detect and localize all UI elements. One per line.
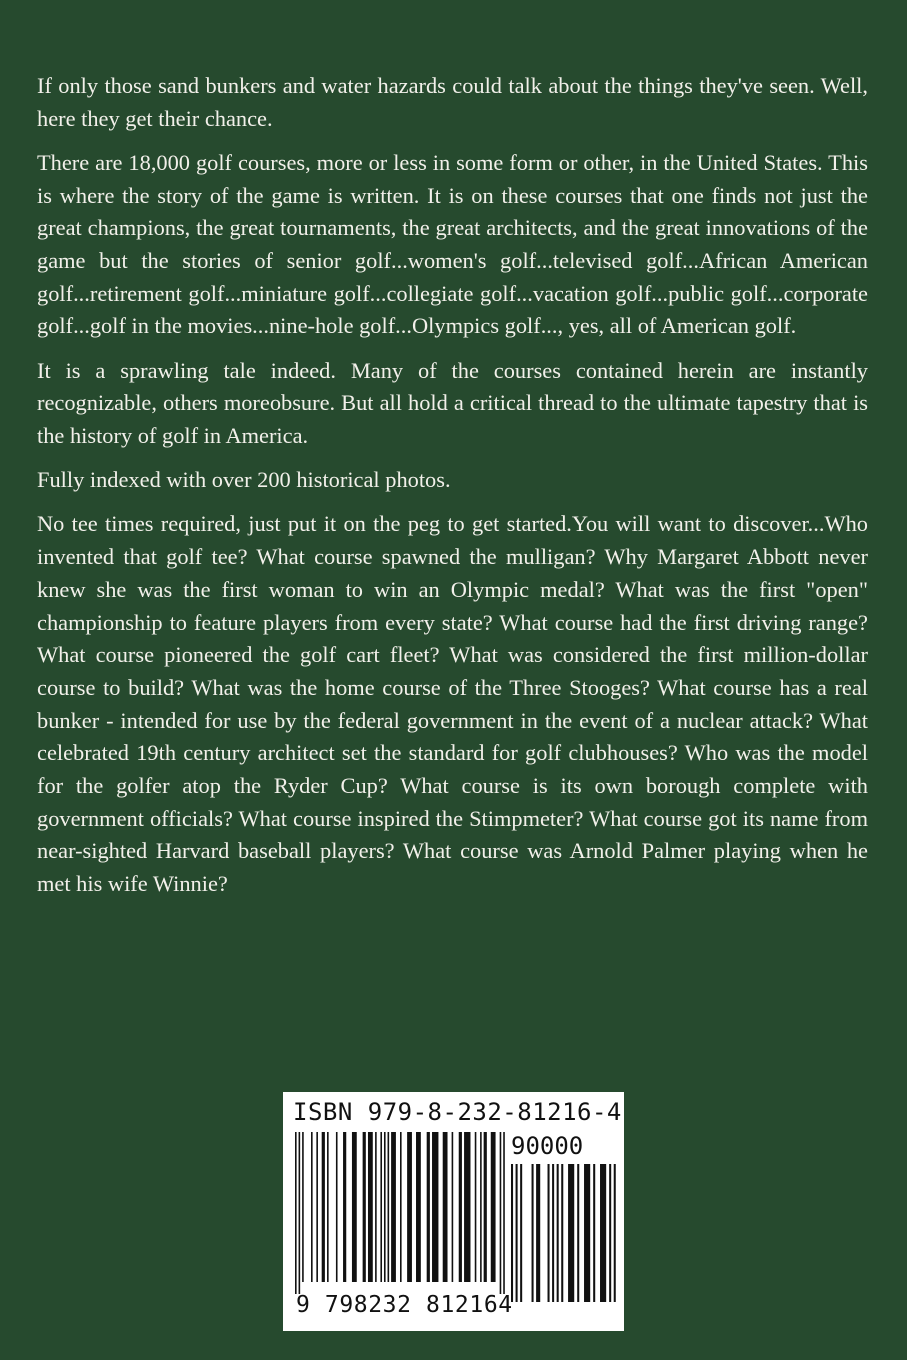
isbn-label: ISBN 979-8-232-81216-4	[293, 1098, 622, 1126]
blurb-paragraph-4: Fully indexed with over 200 historical photos.	[37, 467, 451, 493]
barcode-bar	[443, 1132, 448, 1282]
barcode-bar	[511, 1164, 513, 1302]
blurb-paragraph-5: No tee times required, just put it on the peg to get started.You will want to discover...Who invented that golf tee? What course spawned the mulligan? Why Margaret Abbott never knew she was the first woman to win an Olympic medal? What was the first "open" championship to feature players from every state? What course had the first driving range? What course pioneered the golf cart fleet? What was considered the first million-dollar course to build? What was the home course of the Three Stooges? What course has a real bunker - intended for use by the federal government in the event of a nuclear attack? What celebrated 19th century architect set the standard for golf clubhouses? Who was the model for the golfer atop the Ryder Cup? What course is its own borough complete with government officials? What course inspired the Stimpmeter? What course got its name from near-sighted Harvard baseball players? What course was Arnold Palmer playing when he met his wife Winnie?	[37, 511, 868, 897]
barcode-bar	[464, 1132, 470, 1282]
barcode-bar	[384, 1132, 386, 1282]
isbn-barcode	[283, 1092, 624, 1331]
barcode-bar	[352, 1132, 357, 1282]
barcode-bar	[593, 1164, 595, 1302]
barcode-bar	[548, 1164, 550, 1302]
barcode-bar	[322, 1132, 325, 1282]
barcode-bar	[557, 1164, 559, 1302]
barcode-bar	[380, 1132, 382, 1282]
barcode-bar	[388, 1132, 390, 1282]
barcode-bar	[363, 1132, 366, 1282]
blurb-paragraph-3: It is a sprawling tale indeed. Many of the courses contained herein are instantly recognizable, others moreobsure. But all hold a critical thread to the ultimate tapestry that is the history of golf in America.	[37, 357, 868, 449]
barcode-bar	[311, 1132, 313, 1282]
barcode-bar	[295, 1132, 297, 1294]
barcode-bar	[503, 1132, 505, 1294]
barcode-bar	[609, 1164, 611, 1302]
barcode-bar	[532, 1164, 534, 1302]
addon-barcode-bars	[511, 1164, 616, 1314]
barcode-bar	[400, 1132, 402, 1282]
barcode-bar	[459, 1132, 462, 1282]
barcode-bar	[427, 1132, 430, 1282]
barcode-bar	[600, 1164, 606, 1302]
barcode-bar	[614, 1164, 616, 1302]
barcode-bar	[327, 1132, 329, 1282]
barcode-bar	[480, 1132, 482, 1282]
barcode-bar	[568, 1164, 574, 1302]
barcode-bar	[343, 1132, 346, 1282]
barcode-bar	[302, 1132, 304, 1282]
barcode-bar	[299, 1132, 301, 1294]
barcode-bar	[368, 1132, 373, 1282]
barcode-bar	[577, 1164, 579, 1302]
barcode-bar	[316, 1132, 318, 1282]
barcode-bar	[475, 1132, 477, 1282]
barcode-bar	[416, 1132, 421, 1282]
barcode-bar	[432, 1132, 438, 1282]
barcode-bar	[491, 1132, 496, 1282]
barcode-bar	[520, 1164, 522, 1302]
barcode-bar	[552, 1164, 554, 1302]
blurb-paragraph-1: If only those sand bunkers and water hazards could talk about the things they've seen. Well, here they get their chance.	[37, 73, 868, 131]
price-code: 90000	[511, 1132, 584, 1160]
ean-barcode-bars	[295, 1132, 505, 1294]
ean-digits: 9 798232 812164	[296, 1292, 513, 1318]
blurb-paragraph-2: There are 18,000 golf courses, more or less in some form or other, in the United States. This is where the story of the game is written. It is on these courses that one finds not just the great champions, the great tournaments, the great architects, and the great innovations of the game but the stories of senior golf...women's golf...televised golf...African American golf...retirement golf...miniature golf...collegiate golf...vacation golf...public golf...corporate golf...golf in the movies...nine-hole golf...Olympics golf..., yes, all of American golf.	[37, 149, 868, 339]
barcode-bar	[391, 1132, 396, 1282]
barcode-bar	[536, 1164, 540, 1302]
barcode-bar	[336, 1132, 338, 1282]
barcode-bar	[484, 1132, 487, 1282]
barcode-bar	[375, 1132, 377, 1282]
blurb-text	[37, 70, 868, 912]
barcode-bar	[584, 1164, 590, 1302]
barcode-bar	[452, 1132, 454, 1282]
barcode-bar	[407, 1132, 412, 1282]
barcode-bar	[516, 1164, 518, 1302]
barcode-bar	[561, 1164, 563, 1302]
barcode-bar	[500, 1132, 502, 1294]
